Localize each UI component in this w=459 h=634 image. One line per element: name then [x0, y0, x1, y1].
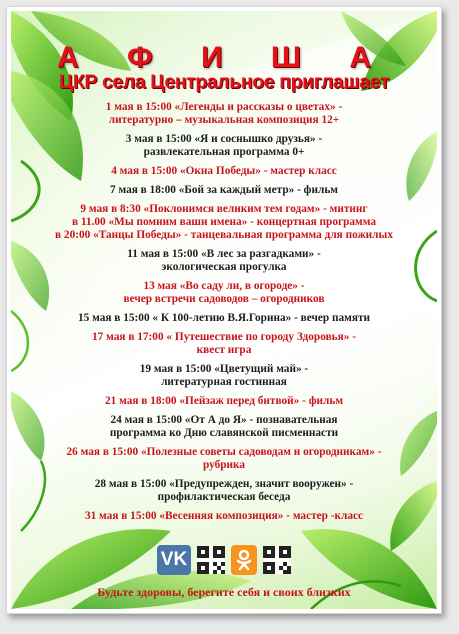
- event-item: [15, 312, 433, 325]
- social-links: [11, 545, 437, 575]
- event-line: 31 мая в 15:00 «Весенняя композиция» - мастер -класс: [84, 510, 364, 522]
- event-item: [15, 446, 433, 472]
- poster-subtitle: ЦКР села Центральное приглашает: [58, 71, 390, 93]
- event-item: [15, 133, 433, 159]
- event-line: квест игра: [196, 344, 252, 356]
- event-line: 9 мая в 8:30 «Поклонимся великим тем годам» - митинг: [80, 203, 368, 215]
- event-item: [15, 331, 433, 357]
- event-line: в 20:00 «Танцы Победы» - танцевальная программа для пожилых: [55, 229, 393, 241]
- event-item: [15, 414, 433, 440]
- event-line: экологическая прогулка: [161, 261, 287, 273]
- event-item: [15, 203, 433, 242]
- event-line: 11 мая в 15:00 «В лес за разгадками» -: [127, 248, 321, 260]
- event-line: 7 мая в 18:00 «Бой за каждый метр» - фильм: [109, 184, 338, 196]
- event-line: профилактическая беседа: [157, 491, 291, 503]
- event-item: [15, 101, 433, 127]
- event-line: 21 мая в 18:00 «Пейзаж перед битвой» - фильм: [104, 395, 344, 407]
- event-line: литературно – музыкальная композиция 12+: [108, 114, 340, 126]
- event-line: рубрика: [202, 459, 246, 471]
- event-line: 3 мая в 15:00 «Я и соснышко друзья» -: [125, 133, 323, 145]
- event-line: 17 мая в 17:00 « Путешествие по городу Здоровья» -: [92, 331, 356, 343]
- event-item: [15, 165, 433, 178]
- qr-code-icon: [263, 546, 291, 574]
- event-line: 26 мая в 15:00 «Полезные советы садоводам и огородникам» -: [66, 446, 382, 458]
- event-item: [15, 280, 433, 306]
- event-line: 1 мая в 15:00 «Легенды и рассказы о цветах» -: [105, 101, 343, 113]
- event-line: 4 мая в 15:00 «Окна Победы» - мастер класс: [111, 165, 337, 177]
- event-line: 15 мая в 15:00 « К 100-летию В.Я.Горина» - вечер памяти: [77, 312, 371, 324]
- event-item: [15, 478, 433, 504]
- vk-logo-icon[interactable]: VK: [157, 545, 191, 575]
- poster: [11, 11, 437, 609]
- event-line: в 11.00 «Мы помним ваши имена» - концертная программа: [71, 216, 376, 228]
- document-frame: [6, 6, 442, 614]
- event-list: [15, 101, 433, 529]
- event-item: [15, 184, 433, 197]
- qr-code-icon: [197, 546, 225, 574]
- event-line: 28 мая в 15:00 «Предупрежден, значит вооружен» -: [94, 478, 354, 490]
- event-item: [15, 248, 433, 274]
- event-item: [15, 363, 433, 389]
- event-line: развлекательная программа 0+: [143, 146, 305, 158]
- event-line: вечер встречи садоводов – огородников: [123, 293, 325, 305]
- footer-slogan: Будьте здоровы, берегите себя и своих близких: [97, 585, 351, 599]
- poster-title: А Ф И Ш А: [57, 41, 391, 74]
- event-item: [15, 510, 433, 523]
- event-line: литературная гостинная: [161, 376, 287, 388]
- event-line: 24 мая в 15:00 «От А до Я» - познавательная: [110, 414, 338, 426]
- event-line: 19 мая в 15:00 «Цветущий май» -: [139, 363, 309, 375]
- event-line: 13 мая «Во саду ли, в огороде» -: [143, 280, 305, 292]
- event-line: программа ко Дню славянской писменнасти: [109, 427, 339, 439]
- odnoklassniki-logo-icon[interactable]: [231, 545, 257, 575]
- event-item: [15, 395, 433, 408]
